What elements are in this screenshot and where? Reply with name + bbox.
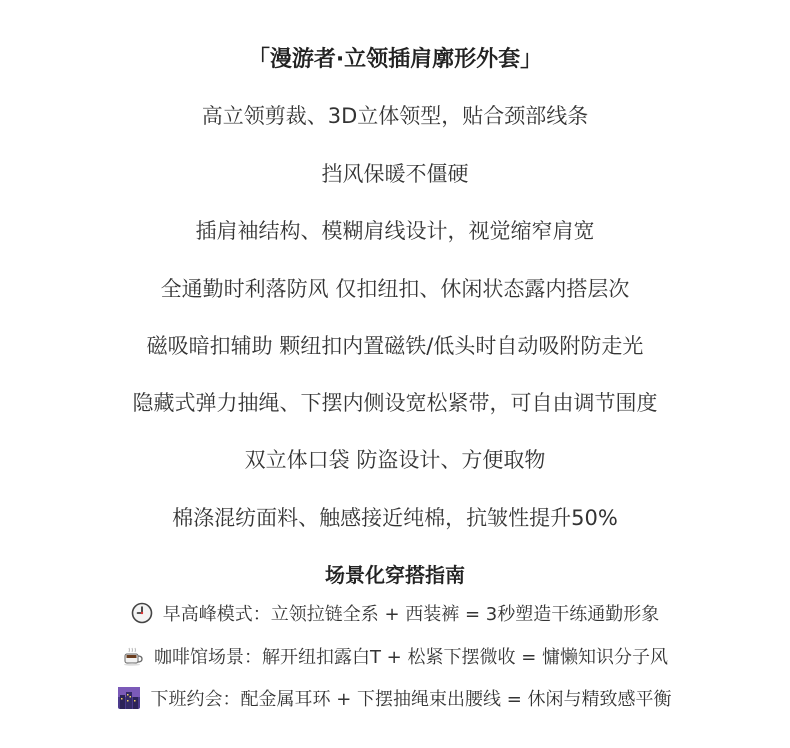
feature-line: 全通勤时利落防风 仅扣纽扣、休闲状态露内搭层次 (160, 277, 630, 301)
scenario-text: 咖啡馆场景：解开纽扣露白T + 松紧下摆微收 = 慵懒知识分子风 (153, 647, 669, 668)
city-night-icon (118, 687, 140, 709)
feature-line: 隐藏式弹力抽绳、下摆内侧设宽松紧带，可自由调节围度 (132, 391, 658, 415)
feature-line: 挡风保暖不僵硬 (321, 162, 469, 186)
scenario-text: 下班约会：配金属耳环 + 下摆抽绳束出腰线 = 休闲与精致感平衡 (150, 689, 672, 710)
scenario-item (0, 601, 790, 629)
feature-line: 插肩袖结构、模糊肩线设计，视觉缩窄肩宽 (195, 219, 595, 243)
product-title: 「漫游者·立领插肩廓形外套」 (247, 47, 543, 72)
feature-line: 棉涤混纺面料、触感接近纯棉，抗皱性提升50% (172, 506, 618, 530)
feature-line: 高立领剪裁、3D立体领型，贴合颈部线条 (201, 104, 589, 128)
coffee-icon (122, 645, 144, 667)
feature-line: 双立体口袋 防盗设计、方便取物 (244, 448, 546, 472)
clock-icon (131, 602, 153, 624)
scenario-text: 早高峰模式：立领拉链全系 + 西装裤 = 3秒塑造干练通勤形象 (162, 604, 660, 625)
scenario-item (0, 644, 790, 672)
section-title: 场景化穿搭指南 (325, 563, 465, 587)
scenario-item (0, 686, 790, 714)
feature-line: 磁吸暗扣辅助 颗纽扣内置磁铁/低头时自动吸附防走光 (146, 334, 644, 358)
